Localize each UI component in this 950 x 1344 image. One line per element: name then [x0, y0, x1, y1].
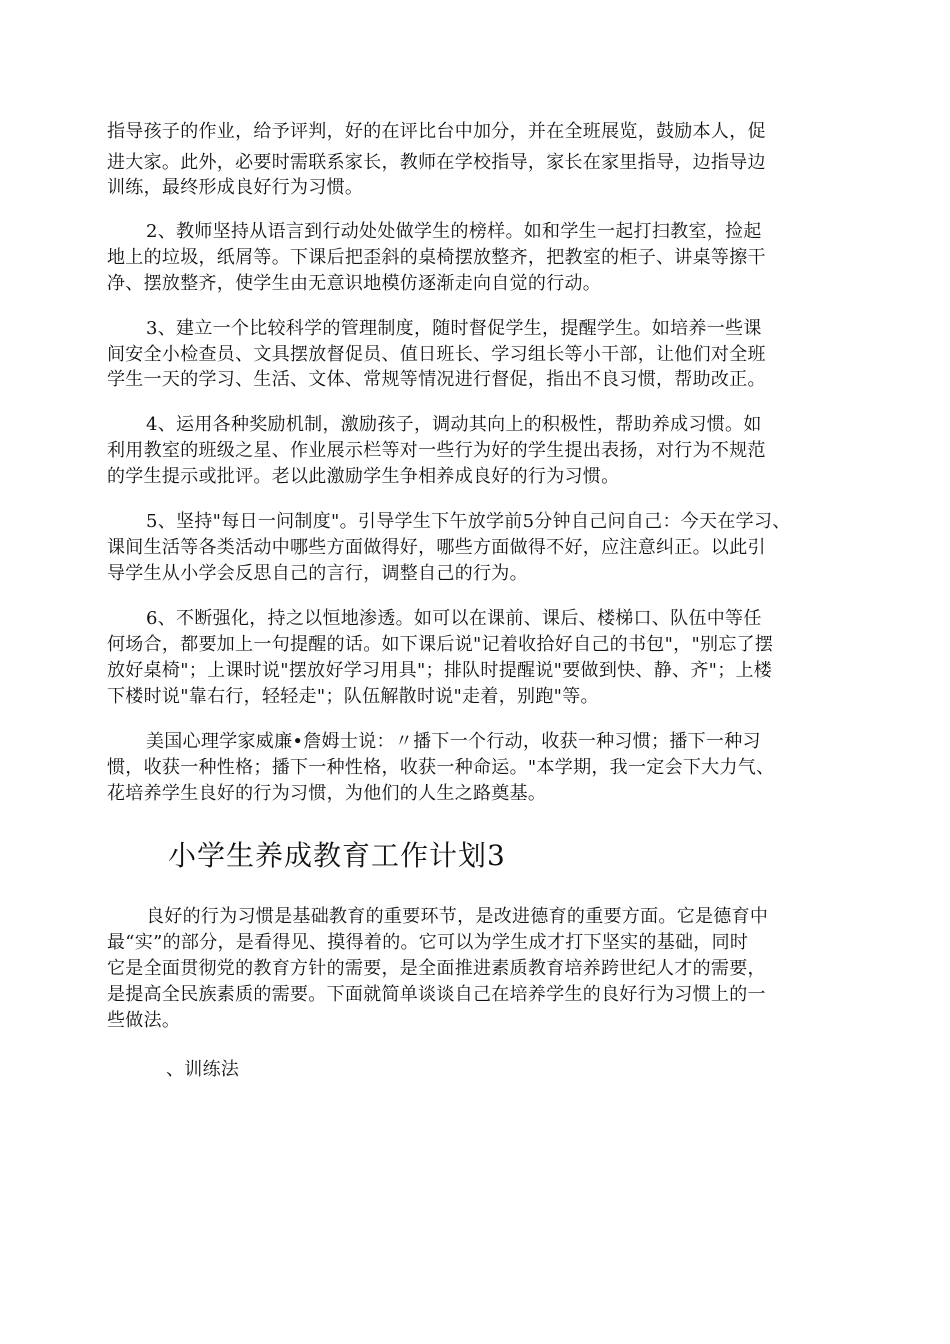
paragraph-line: 5、坚持"每日一问制度"。引导学生下午放学前5分钟自己问自己：今天在学习、 [146, 511, 791, 532]
paragraph-line: 间安全小检查员、文具摆放督促员、值日班长、学习组长等小干部，让他们对全班 [107, 344, 766, 365]
section-heading: 小学生养成教育工作计划3 [168, 839, 506, 872]
paragraph-line: 花培养学生良好的行为习惯，为他们的人生之路奠基。 [107, 783, 547, 804]
paragraph-line: 惯，收获一种性格；播下一种性格，收获一种命运。"本学期，我一定会下大力气、 [107, 757, 775, 778]
paragraph-line: 利用教室的班级之星、作业展示栏等对一些行为好的学生提出表扬，对行为不规范 [107, 440, 766, 461]
paragraph-line: 何场合，都要加上一句提醒的话。如下课后说"记着收拾好自己的书包"，"别忘了摆 [107, 634, 774, 655]
paragraph-line: 良好的行为习惯是基础教育的重要环节，是改进德育的重要方面。它是德育中 [146, 906, 769, 927]
paragraph-line: 美国心理学家威廉•詹姆士说：〃播下一个行动，收获一种习惯；播下一种习 [146, 731, 761, 752]
paragraph-line: 最“实”的部分，是看得见、摸得着的。它可以为学生成才打下坚实的基础，同时 [107, 932, 749, 953]
paragraph-line: 的学生提示或批评。老以此激励学生争相养成良好的行为习惯。 [107, 466, 620, 487]
paragraph-line: 3、建立一个比较科学的管理制度，随时督促学生，提醒学生。如培养一些课 [146, 318, 762, 339]
paragraph-line: 指导孩子的作业，给予评判，好的在评比台中加分，并在全班展览，鼓励本人，促 [107, 121, 766, 142]
paragraph-line: 导学生从小学会反思自己的言行，调整自己的行为。 [107, 563, 528, 584]
paragraph-line: 进大家。此外，必要时需联系家长，教师在学校指导，家长在家里指导，边指导边 [107, 152, 766, 173]
paragraph-line: 学生一天的学习、生活、文体、常规等情况进行督促，指出不良习惯，帮助改正。 [107, 369, 766, 390]
paragraph-line: 它是全面贯彻党的教育方针的需要，是全面推进素质教育培养跨世纪人才的需要， [107, 958, 766, 979]
paragraph-line: 课间生活等各类活动中哪些方面做得好，哪些方面做得不好，应注意纠正。以此引 [107, 537, 766, 558]
paragraph-line: 2、教师坚持从语言到行动处处做学生的榜样。如和学生一起打扫教室，捡起 [146, 221, 762, 242]
paragraph-line: 4、运用各种奖励机制，激励孩子，调动其向上的积极性，帮助养成习惯。如 [146, 414, 762, 435]
paragraph-line: 放好桌椅"；上课时说"摆放好学习用具"；排队时提醒说"要做到快、静、齐"；上楼 [107, 660, 773, 681]
paragraph-line: 下楼时说"靠右行，轻轻走"；队伍解散时说"走着，别跑"等。 [107, 686, 599, 707]
paragraph-line: 是提高全民族素质的需要。下面就简单谈谈自己在培养学生的良好行为习惯上的一 [107, 984, 766, 1005]
paragraph-line: 净、摆放整齐，使学生由无意识地模仿逐渐走向自觉的行动。 [107, 273, 602, 294]
subheading: 、训练法 [166, 1059, 240, 1080]
paragraph-line: 地上的垃圾，纸屑等。下课后把歪斜的桌椅摆放整齐，把教室的柜子、讲桌等擦干 [107, 247, 766, 268]
paragraph-line: 6、不断强化，持之以恒地渗透。如可以在课前、课后、楼梯口、队伍中等任 [146, 608, 762, 629]
paragraph-line: 些做法。 [107, 1010, 181, 1031]
paragraph-line: 训练，最终形成良好行为习惯。 [107, 177, 364, 198]
